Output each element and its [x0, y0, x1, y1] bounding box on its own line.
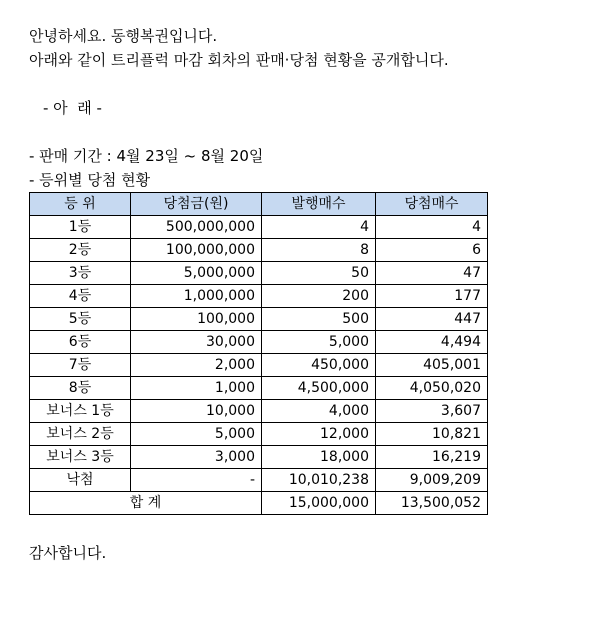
cell-issued: 200: [262, 285, 376, 308]
cell-rank: 3등: [30, 262, 131, 285]
table-row: [30, 239, 488, 262]
cell-issued: 10,010,238: [262, 469, 376, 492]
cell-won: 9,009,209: [376, 469, 488, 492]
cell-prize: 5,000: [131, 423, 262, 446]
cell-rank: 낙첨: [30, 469, 131, 492]
cell-issued: 450,000: [262, 354, 376, 377]
cell-won: 177: [376, 285, 488, 308]
greeting-text: 안녕하세요. 동행복권입니다.: [29, 27, 218, 45]
table-row: [30, 446, 488, 469]
cell-won: 47: [376, 262, 488, 285]
cell-rank: 4등: [30, 285, 131, 308]
cell-prize: 100,000,000: [131, 239, 262, 262]
total-label: 합 계: [30, 492, 262, 515]
table-row: [30, 354, 488, 377]
cell-prize: 3,000: [131, 446, 262, 469]
cell-issued: 4,500,000: [262, 377, 376, 400]
cell-issued: 50: [262, 262, 376, 285]
cell-issued: 500: [262, 308, 376, 331]
cell-prize: 500,000,000: [131, 216, 262, 239]
header-prize: 당첨금(원): [131, 193, 262, 216]
table-row: [30, 262, 488, 285]
cell-rank: 1등: [30, 216, 131, 239]
cell-won: 10,821: [376, 423, 488, 446]
cell-issued: 5,000: [262, 331, 376, 354]
cell-prize: -: [131, 469, 262, 492]
cell-prize: 1,000: [131, 377, 262, 400]
cell-won: 447: [376, 308, 488, 331]
total-row: [30, 492, 488, 515]
table-row: [30, 285, 488, 308]
prize-status-table: [29, 192, 488, 515]
section-mark: - 아 래 -: [43, 99, 102, 117]
table-row: [30, 377, 488, 400]
cell-rank: 2등: [30, 239, 131, 262]
cell-rank: 6등: [30, 331, 131, 354]
cell-won: 4,494: [376, 331, 488, 354]
cell-rank: 7등: [30, 354, 131, 377]
closing-text: 감사합니다.: [29, 544, 107, 562]
cell-prize: 2,000: [131, 354, 262, 377]
header-rank: 등 위: [30, 193, 131, 216]
sales-period-text: - 판매 기간 : 4월 23일 ~ 8월 20일: [29, 147, 264, 165]
cell-rank: 보너스 3등: [30, 446, 131, 469]
cell-issued: 8: [262, 239, 376, 262]
table-row: [30, 308, 488, 331]
cell-won: 6: [376, 239, 488, 262]
spacer: [29, 72, 599, 96]
cell-prize: 10,000: [131, 400, 262, 423]
cell-prize: 100,000: [131, 308, 262, 331]
table-row: [30, 423, 488, 446]
cell-issued: 4: [262, 216, 376, 239]
cell-issued: 4,000: [262, 400, 376, 423]
cell-issued: 18,000: [262, 446, 376, 469]
cell-prize: 5,000,000: [131, 262, 262, 285]
cell-prize: 1,000,000: [131, 285, 262, 308]
table-row: [30, 331, 488, 354]
cell-rank: 8등: [30, 377, 131, 400]
header-issued: 발행매수: [262, 193, 376, 216]
cell-won: 3,607: [376, 400, 488, 423]
table-row: [30, 469, 488, 492]
cell-issued: 12,000: [262, 423, 376, 446]
table-row: [30, 400, 488, 423]
table-header-row: [30, 193, 488, 216]
total-won: 13,500,052: [376, 492, 488, 515]
table-row: [30, 216, 488, 239]
notice-document: [29, 24, 599, 565]
cell-won: 4: [376, 216, 488, 239]
cell-won: 405,001: [376, 354, 488, 377]
cell-rank: 5등: [30, 308, 131, 331]
cell-prize: 30,000: [131, 331, 262, 354]
cell-rank: 보너스 2등: [30, 423, 131, 446]
header-won: 당첨매수: [376, 193, 488, 216]
status-title: - 등위별 당첨 현황: [29, 171, 151, 189]
cell-won: 16,219: [376, 446, 488, 469]
cell-rank: 보너스 1등: [30, 400, 131, 423]
intro-text: 아래와 같이 트리플럭 마감 회차의 판매·당첨 현황을 공개합니다.: [29, 51, 449, 69]
spacer: [29, 120, 599, 144]
total-issued: 15,000,000: [262, 492, 376, 515]
cell-won: 4,050,020: [376, 377, 488, 400]
